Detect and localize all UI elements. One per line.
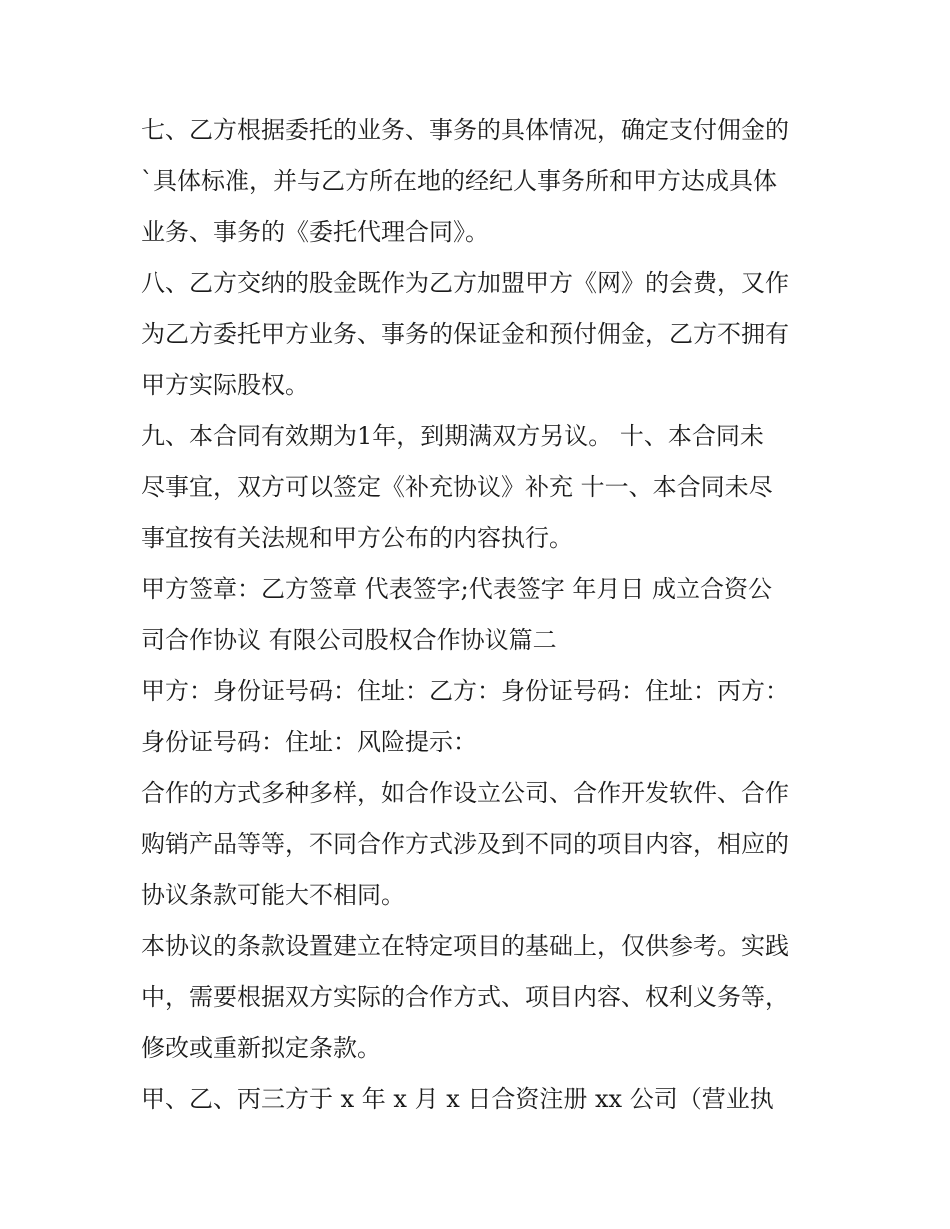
text-line: 本协议的条款设置建立在特定项目的基础上，仅供参考。实践 (141, 932, 789, 960)
text-line: 合作的方式多种多样，如合作设立公司、合作开发软件、合作 (141, 779, 789, 807)
text-line: 协议条款可能大不相同。 (141, 881, 405, 909)
text-line: 尽事宜，双方可以签定《补充协议》补充 十一、本合同未尽 (141, 473, 773, 501)
paragraph-parties (141, 666, 831, 768)
paragraph-joint-venture (141, 1074, 831, 1125)
text-line: 八、乙方交纳的股金既作为乙方加盟甲方《网》的会费，又作 (141, 269, 789, 297)
document-body (141, 105, 831, 1125)
text-line: `具体标准，并与乙方所在地的经纪人事务所和甲方达成具体 (141, 167, 777, 195)
text-line: 为乙方委托甲方业务、事务的保证金和预付佣金，乙方不拥有 (141, 320, 789, 348)
paragraph-clause-settings (141, 921, 831, 1074)
paragraph-clause-7 (141, 105, 831, 258)
paragraph-cooperation-methods (141, 768, 831, 921)
paragraph-clause-9-11 (141, 411, 831, 564)
paragraph-signatures (141, 564, 831, 666)
text-line: 司合作协议 有限公司股权合作协议篇二 (141, 626, 557, 654)
text-line: 七、乙方根据委托的业务、事务的具体情况，确定支付佣金的 (141, 116, 789, 144)
text-line: 修改或重新拟定条款。 (141, 1034, 381, 1062)
text-line: 事宜按有关法规和甲方公布的内容执行。 (141, 524, 573, 552)
text-line: 身份证号码：住址：风险提示： (141, 728, 477, 756)
text-line: 甲、乙、丙三方于 x 年 x 月 x 日合资注册 xx 公司（营业执 (141, 1085, 774, 1113)
text-line: 九、本合同有效期为1年，到期满双方另议。 十、本合同未 (141, 422, 764, 450)
text-line: 甲方实际股权。 (141, 371, 309, 399)
text-line: 中，需要根据双方实际的合作方式、项目内容、权利义务等， (141, 983, 789, 1011)
text-line: 业务、事务的《委托代理合同》。 (141, 218, 489, 246)
text-line: 甲方签章：乙方签章 代表签字;代表签字 年月日 成立合资公 (141, 575, 772, 603)
paragraph-clause-8 (141, 258, 831, 411)
text-line: 甲方：身份证号码：住址：乙方：身份证号码：住址：丙方： (141, 677, 789, 705)
text-line: 购销产品等等，不同合作方式涉及到不同的项目内容，相应的 (141, 830, 789, 858)
